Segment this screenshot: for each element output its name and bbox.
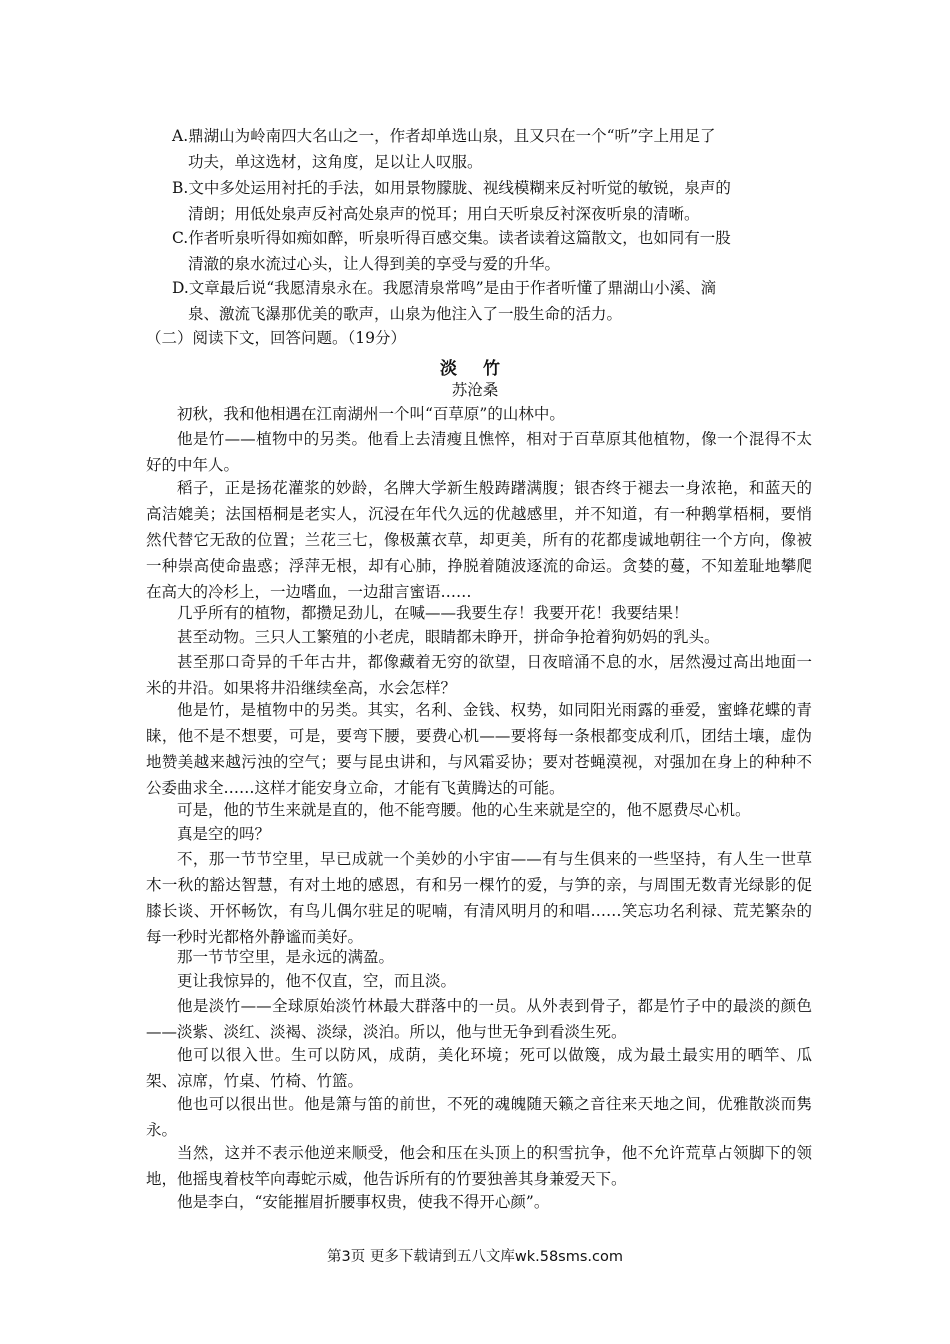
- page-footer: 第3页 更多下载请到五八文库wk.58sms.com: [327, 1249, 623, 1265]
- option-c-line2: 清澈的泉水流过心头，让人得到美的享受与爱的升华。: [188, 255, 561, 273]
- option-a-line2: 功夫，单这选材，这角度，足以让人叹服。: [188, 153, 483, 171]
- paragraph-10: 不，那一节节空里，早已成就一个美妙的小宇宙——有与生俱来的一些坚持，有人生一世草木一秋的豁达智慧，有对土地的感恩，有和另一棵竹的爱，与笋的亲，与周围无数青光绿影的促膝长谈、开怀畅饮，有鸟儿偶尔驻足的呢喃，有清风明月的和唱……笑忘功名利禄、荒芜繁杂的每一秒时光都格外静谧而美好。: [146, 850, 812, 946]
- paragraph-16: 当然，这并不表示他逆来顺受，他会和压在头顶上的积雪抗争，他不允许荒草占领脚下的领地，他摇曳着枝竿向毒蛇示威，他告诉所有的竹要独善其身兼爱天下。: [146, 1144, 812, 1188]
- option-b-line2: 清朗；用低处泉声反衬高处泉声的悦耳；用白天听泉反衬深夜听泉的清晰。: [188, 205, 700, 223]
- paragraph-9: 真是空的吗？: [177, 825, 271, 843]
- option-b-line1: B.文中多处运用衬托的手法，如用景物朦胧、视线模糊来反衬听觉的敏锐，泉声的: [172, 179, 731, 197]
- option-a: [172, 123, 812, 175]
- option-c: [172, 225, 812, 277]
- option-d-line2: 泉、激流飞瀑那优美的歌声，山泉为他注入了一股生命的活力。: [188, 305, 623, 323]
- paragraph-1: 初秋，我和他相遇在江南湖州一个叫“百草原”的山林中。: [177, 405, 565, 423]
- option-d-line1: D.文章最后说“我愿清泉永在。我愿清泉常鸣”是由于作者听懂了鼎湖山小溪、滴: [172, 279, 717, 297]
- option-c-line1: C.作者听泉听得如痴如醉，听泉听得百感交集。读者读着这篇散文，也如同有一股: [172, 229, 731, 247]
- paragraph-7: 他是竹，是植物中的另类。其实，名利、金钱、权势，如同阳光雨露的垂爱，蜜蜂花蝶的青睐，他不是不想要，可是，要弯下腰，要费心机——要将每一条根都变成利爪，团结土壤，虚伪地赞美越来越污浊的空气；要与昆虫讲和，与风霜妥协；要对苍蝇漠视，对强加在身上的种种不公委曲求全……这样才能安身立命，才能有飞黄腾达的可能。: [146, 701, 812, 797]
- paragraph-14: 他可以很入世。生可以防风，成荫，美化环境；死可以做篾，成为最土最实用的晒竿、瓜架、凉席，竹桌、竹椅、竹篮。: [146, 1046, 812, 1090]
- paragraph-2: 他是竹——植物中的另类。他看上去清瘦且憔悴，相对于百草原其他植物，像一个混得不太好的中年人。: [146, 430, 812, 474]
- section-heading: （二）阅读下文，回答问题。（19分）: [146, 329, 406, 347]
- paragraph-11: 那一节节空里，是永远的满盈。: [177, 948, 395, 966]
- article-author: 苏沧桑: [451, 381, 499, 399]
- paragraph-5: 甚至动物。三只人工繁殖的小老虎，眼睛都未睁开，拼命争抢着狗奶妈的乳头。: [177, 628, 720, 646]
- option-d: [172, 275, 812, 327]
- option-a-line1: A.鼎湖山为岭南四大名山之一，作者却单选山泉，且又只在一个“听”字上用足了: [172, 127, 716, 145]
- paragraph-3: 稻子，正是扬花灌浆的妙龄，名牌大学新生般踌躇满腹；银杏终于褪去一身浓艳，和蓝天的高洁媲美；法国梧桐是老实人，沉浸在年代久远的优越感里，并不知道，有一种鹅掌梧桐，要悄然代替它无敌的位置；兰花三七，像极薰衣草，却更美，所有的花都虔诚地朝往一个方向，像被一种崇高使命蛊惑；浮萍无根，却有心肺，挣脱着随波逐流的命运。贪婪的蔓，不知羞耻地攀爬在高大的冷杉上，一边嗜血，一边甜言蜜语……: [146, 479, 812, 601]
- paragraph-6: 甚至那口奇异的千年古井，都像藏着无穷的欲望，日夜暗涌不息的水，居然漫过高出地面一米的井沿。如果将井沿继续垒高，水会怎样？: [146, 653, 812, 697]
- option-b: [172, 175, 812, 227]
- paragraph-12: 更让我惊异的，他不仅直，空，而且淡。: [177, 972, 457, 990]
- paragraph-15: 他也可以很出世。他是箫与笛的前世，不死的魂魄随天籁之音往来天地之间，优雅散淡而隽永。: [146, 1095, 812, 1139]
- paragraph-13: 他是淡竹——全球原始淡竹林最大群落中的一员。从外表到骨子，都是竹子中的最淡的颜色——淡紫、淡红、淡褐、淡绿，淡泊。所以，他与世无争到看淡生死。: [146, 997, 812, 1041]
- paragraph-17: 他是李白，“安能摧眉折腰事权贵，使我不得开心颜”。: [177, 1193, 550, 1211]
- article-title: 淡 竹: [440, 359, 510, 379]
- paragraph-8: 可是，他的节生来就是直的，他不能弯腰。他的心生来就是空的，他不愿费尽心机。: [177, 801, 751, 819]
- paragraph-4: 几乎所有的植物，都攒足劲儿，在喊——我要生存！我要开花！我要结果！: [177, 604, 689, 622]
